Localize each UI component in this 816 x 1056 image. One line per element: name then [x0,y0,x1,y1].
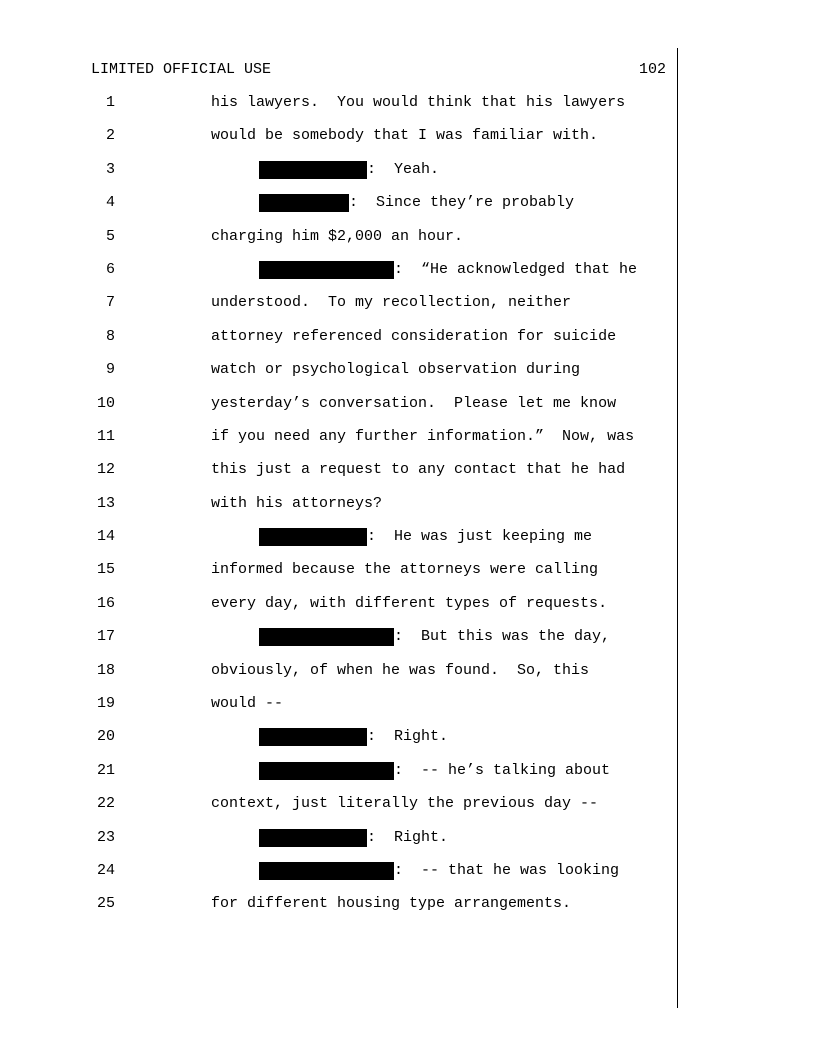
line-text: this just a request to any contact that he had [211,461,626,479]
line-number: 15 [96,561,115,579]
line-number: 11 [96,427,115,445]
speaker-redaction-block [259,762,394,780]
line-content [211,695,283,713]
line-number: 1 [105,94,115,111]
transcript-line [0,495,816,528]
transcript-line [0,361,816,394]
line-number: 24 [96,861,115,879]
line-content [259,728,448,746]
transcript-line [0,528,816,561]
line-content [211,895,571,913]
line-content [211,662,589,680]
transcript-line [0,762,816,795]
speaker-redaction-block [259,628,394,646]
page-number: 102 [638,61,666,78]
line-text: for different housing type arrangements. [211,895,572,913]
transcript-line [0,294,816,327]
line-number: 2 [105,127,115,145]
line-number: 17 [96,628,115,646]
transcript-line [0,662,816,695]
line-text: if you need any further information.” Now, was [211,427,635,445]
line-text: : Since they’re probably [349,194,575,212]
transcript-line [0,328,816,361]
transcript-line [0,395,816,428]
transcript-line [0,127,816,160]
line-text: context, just literally the previous day -- [211,795,599,813]
line-text: informed because the attorneys were calling [211,561,599,579]
line-text: charging him $2,000 an hour. [211,227,464,245]
transcript-line [0,695,816,728]
line-number: 5 [105,227,115,245]
line-content [259,161,439,179]
line-number: 23 [96,828,115,846]
line-content [259,829,448,847]
line-number: 21 [96,761,115,779]
line-content [211,328,616,346]
line-content [211,294,571,312]
line-content [211,461,625,479]
line-content [211,595,607,613]
line-text: would -- [211,695,284,713]
transcript-line [0,795,816,828]
line-number: 7 [105,294,115,312]
speaker-redaction-block [259,528,367,546]
line-content [259,194,574,212]
transcript-line [0,561,816,594]
line-content [211,361,580,379]
line-number: 10 [96,394,115,412]
speaker-redaction-block [259,261,394,279]
line-number: 6 [105,260,115,278]
line-content [259,628,610,646]
speaker-redaction-block [259,862,394,880]
transcript-line [0,461,816,494]
line-text: watch or psychological observation during [211,361,581,379]
line-text: every day, with different types of requests. [211,594,608,612]
line-number: 4 [105,194,115,212]
line-text: : “He acknowledged that he [394,260,638,278]
line-text: : Yeah. [367,160,440,178]
line-text: his lawyers. You would think that his lawyers [211,94,626,111]
transcript-line [0,194,816,227]
transcript-line [0,161,816,194]
line-number: 25 [96,895,115,913]
line-number: 13 [96,494,115,512]
transcript-line [0,895,816,928]
line-text: : He was just keeping me [367,528,593,546]
line-text: yesterday’s conversation. Please let me know [211,394,617,412]
line-content [259,762,610,780]
line-number: 9 [105,361,115,379]
line-content [259,528,592,546]
transcript-line [0,261,816,294]
line-number: 22 [96,795,115,813]
speaker-redaction-block [259,161,367,179]
transcript-line [0,628,816,661]
line-content [211,395,616,413]
speaker-redaction-block [259,728,367,746]
line-number: 12 [96,461,115,479]
line-content [211,495,382,513]
transcript-lines [0,94,816,929]
line-text: understood. To my recollection, neither [211,294,572,312]
line-text: : Right. [367,728,449,746]
line-content [211,428,634,446]
line-number: 3 [105,160,115,178]
line-number: 16 [96,594,115,612]
transcript-line [0,728,816,761]
line-content [211,561,598,579]
transcript-line [0,228,816,261]
line-text: : -- that he was looking [394,861,620,879]
speaker-redaction-block [259,194,349,212]
transcript-line [0,829,816,862]
line-content [211,127,598,145]
line-content [259,862,619,880]
line-content [259,261,637,279]
line-number: 20 [96,728,115,746]
transcript-line [0,862,816,895]
transcript-line [0,428,816,461]
line-text: attorney referenced consideration for suicide [211,327,617,345]
line-text: : -- he’s talking about [394,761,611,779]
transcript-line [0,595,816,628]
line-number: 18 [96,661,115,679]
line-text: : But this was the day, [394,628,611,646]
line-text: would be somebody that I was familiar with. [211,127,599,145]
line-number: 8 [105,327,115,345]
classification-header: LIMITED OFFICIAL USE [91,61,272,78]
line-content [211,795,598,813]
line-text: : Right. [367,828,449,846]
transcript-line [0,94,816,127]
line-text: with his attorneys? [211,494,383,512]
speaker-redaction-block [259,829,367,847]
line-content [211,94,625,112]
line-number: 14 [96,528,115,546]
line-number: 19 [96,695,115,713]
line-text: obviously, of when he was found. So, this [211,661,590,679]
line-content [211,228,463,246]
